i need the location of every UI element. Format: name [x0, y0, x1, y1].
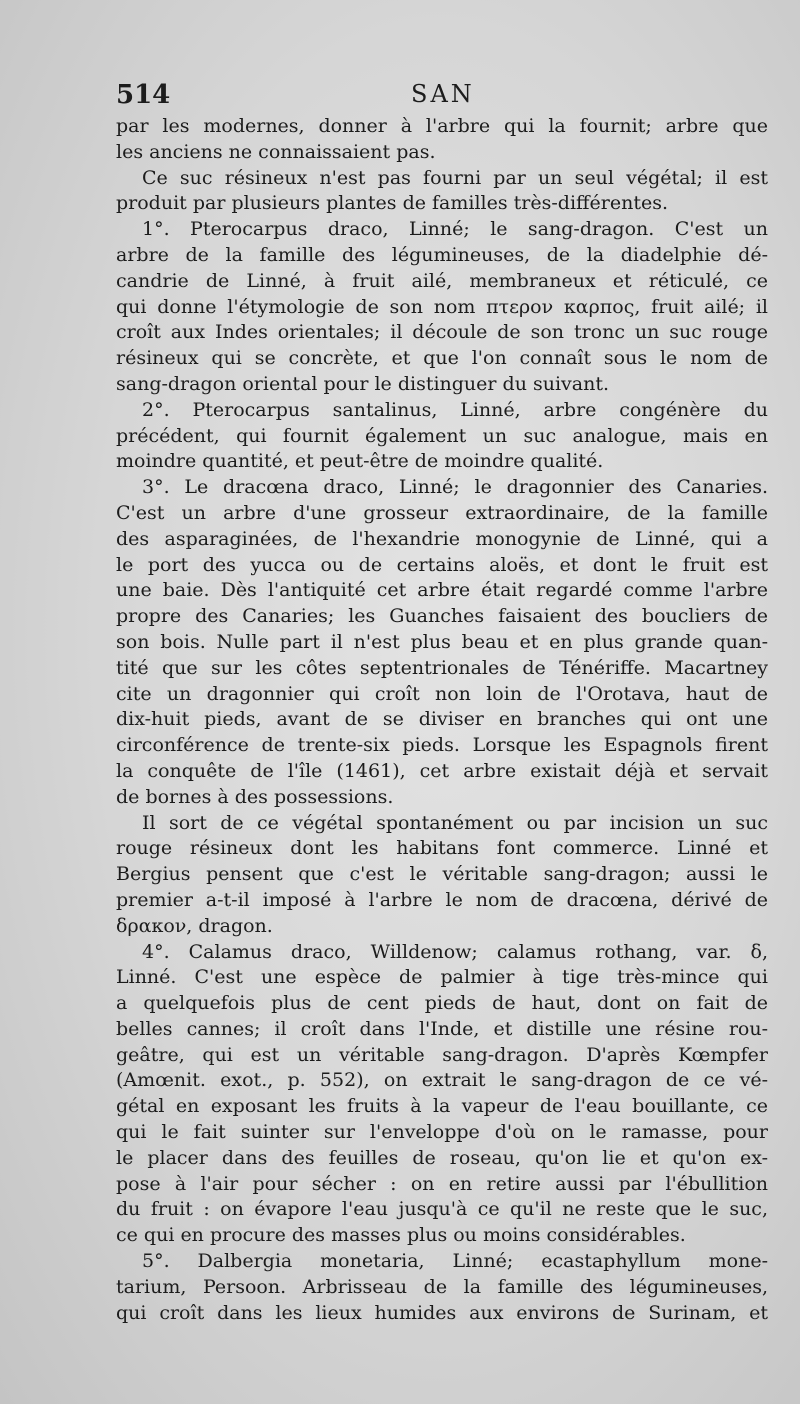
text-line: (Amœnit. exot., p. 552), on extrait le sang-dragon de ce vé- — [116, 1069, 768, 1092]
text-line: premier a-t-il imposé à l'arbre le nom de dracœna, dérivé de — [116, 888, 768, 911]
text-line: cite un dragonnier qui croît non loin de l'Orotava, haut de — [116, 682, 768, 705]
text-line: précédent, qui fournit également un suc analogue, mais en — [116, 424, 768, 447]
text-line: produit par plusieurs plantes de familles très-différentes. — [116, 192, 669, 215]
text-line: propre des Canaries; les Guanches faisaient des boucliers de — [116, 605, 768, 628]
text-line: 1°. Pterocarpus draco, Linné; le sang-dragon. C'est un — [142, 218, 768, 241]
text-line: tité que sur les côtes septentrionales de Ténériffe. Macartney — [116, 656, 768, 679]
text-line: 2°. Pterocarpus santalinus, Linné, arbre congénère du — [142, 398, 768, 421]
text-line: le port des yucca ou de certains aloës, et dont le fruit est — [116, 553, 768, 576]
text-line: arbre de la famille des légumineuses, de la diadelphie dé- — [116, 243, 768, 266]
text-line: tarium, Persoon. Arbrisseau de la famille des légumineuses, — [116, 1275, 768, 1298]
text-line: les anciens ne connaissaient pas. — [116, 140, 436, 163]
text-line: la conquête de l'île (1461), cet arbre existait déjà et servait — [116, 759, 768, 782]
text-line: dix-huit pieds, avant de se diviser en branches qui ont une — [116, 708, 768, 731]
body-text — [116, 114, 768, 1326]
text-line: par les modernes, donner à l'arbre qui la fournit; arbre que — [116, 115, 768, 137]
text-line: Il sort de ce végétal spontanément ou par incision un suc — [142, 811, 768, 834]
text-line: Linné. C'est une espèce de palmier à tige très-mince qui — [116, 966, 768, 989]
page-number: 514 — [116, 80, 171, 110]
text-line: gétal en exposant les fruits à la vapeur de l'eau bouillante, ce — [116, 1095, 768, 1118]
text-line: geâtre, qui est un véritable sang-dragon. D'après Kœmpfer — [116, 1043, 768, 1066]
text-line: qui donne l'étymologie de son nom πτερον καρπος, fruit ailé; il — [116, 295, 768, 318]
text-line: son bois. Nulle part il n'est plus beau et en plus grande quan- — [116, 630, 768, 653]
text-line: C'est un arbre d'une grosseur extraordinaire, de la famille — [116, 501, 768, 524]
text-line: qui le fait suinter sur l'enveloppe d'où on le ramasse, pour — [116, 1121, 768, 1144]
page-header — [116, 80, 768, 114]
text-line: Ce suc résineux n'est pas fourni par un seul végétal; il est — [142, 166, 768, 189]
text-line: de bornes à des possessions. — [116, 785, 394, 808]
text-line: le placer dans des feuilles de roseau, qu'on lie et qu'on ex- — [116, 1146, 768, 1169]
text-line: circonférence de trente-six pieds. Lorsque les Espagnols firent — [116, 734, 768, 757]
text-line: du fruit : on évapore l'eau jusqu'à ce qu'il ne reste que le suc, — [116, 1198, 768, 1221]
text-line: croît aux Indes orientales; il découle de son tronc un suc rouge — [116, 321, 768, 344]
text-line: candrie de Linné, à fruit ailé, membraneux et réticulé, ce — [116, 269, 768, 292]
text-line: Bergius pensent que c'est le véritable sang-dragon; aussi le — [116, 863, 768, 886]
text-line: a quelquefois plus de cent pieds de haut, dont on fait de — [116, 992, 768, 1015]
text-line: 3°. Le dracœna draco, Linné; le dragonnier des Canaries. — [142, 476, 768, 499]
text-line: des asparaginées, de l'hexandrie monogynie de Linné, qui a — [116, 527, 768, 550]
text-line: sang-dragon oriental pour le distinguer du suivant. — [116, 372, 610, 395]
text-line: belles cannes; il croît dans l'Inde, et distille une résine rou- — [116, 1017, 768, 1040]
text-line: ce qui en procure des masses plus ou moins considérables. — [116, 1224, 686, 1247]
text-line: qui croît dans les lieux humides aux environs de Surinam, et — [116, 1301, 768, 1324]
text-line: résineux qui se concrète, et que l'on connaît sous le nom de — [116, 347, 768, 370]
text-line: 4°. Calamus draco, Willdenow; calamus rothang, var. δ, — [142, 940, 768, 963]
text-line: pose à l'air pour sécher : on en retire aussi par l'ébullition — [116, 1172, 768, 1195]
text-line: moindre quantité, et peut-être de moindre qualité. — [116, 450, 604, 473]
text-line: une baie. Dès l'antiquité cet arbre était regardé comme l'arbre — [116, 579, 768, 602]
running-head: SAN — [411, 80, 475, 108]
text-line: δρακον, dragon. — [116, 914, 273, 937]
text-line: 5°. Dalbergia monetaria, Linné; ecastaphyllum mone- — [142, 1250, 768, 1273]
text-line: rouge résineux dont les habitans font commerce. Linné et — [116, 837, 768, 860]
